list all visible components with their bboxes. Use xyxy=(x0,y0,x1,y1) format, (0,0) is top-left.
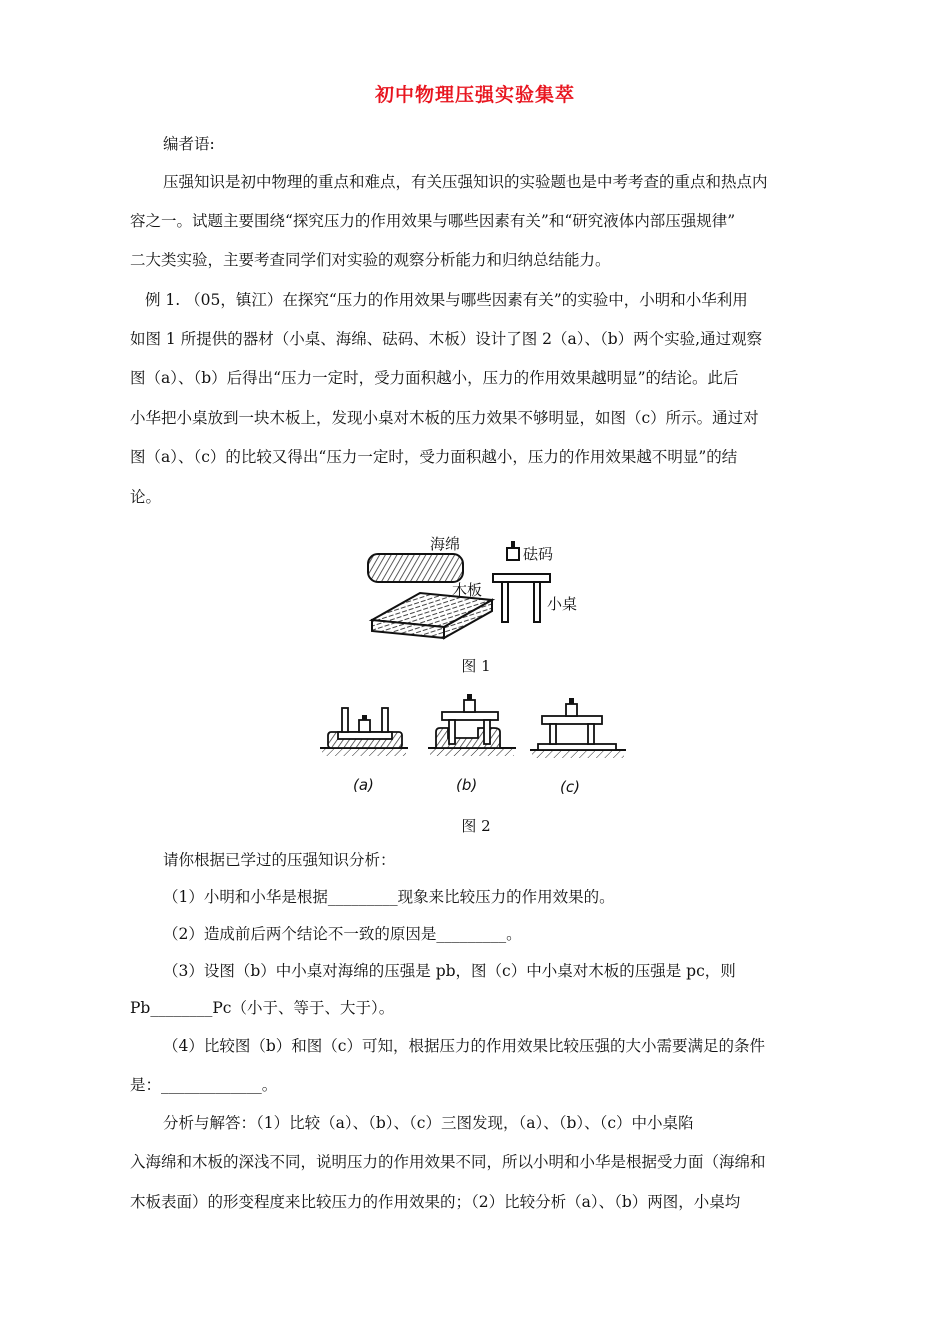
label-a: (a) xyxy=(353,776,374,794)
figure-2-experiments xyxy=(318,688,630,804)
weight-knob xyxy=(511,541,515,548)
weight-c xyxy=(566,704,577,716)
sponge-shape xyxy=(368,554,463,582)
intro-label: 编者语: xyxy=(163,135,215,153)
table-leg-b-right xyxy=(484,720,490,744)
example-line-4: 小华把小桌放到一块木板上，发现小桌对木板的压力效果不够明显，如图（c）所示。通过对 xyxy=(130,409,759,427)
question-4: （4）比较图（b）和图（c）可知，根据压力的作用效果比较压强的大小需要满足的条件 xyxy=(163,1037,765,1055)
ground-b xyxy=(430,748,514,756)
sponge-label: 海绵 xyxy=(430,535,461,553)
table-leg-b-left xyxy=(449,720,455,744)
example-line-3: 图（a）、（b）后得出“压力一定时，受力面积越小，压力的作用效果越明显”的结论。此后 xyxy=(130,369,739,387)
answer-line-3: 木板表面）的形变程度来比较压力的作用效果的；（2）比较分析（a）、（b）两图，小桌均 xyxy=(130,1193,741,1211)
table-top-b xyxy=(442,712,498,720)
table-top-c xyxy=(542,716,602,724)
board-label: 木板 xyxy=(452,581,483,599)
experiment-c xyxy=(530,698,626,796)
weight-a xyxy=(359,720,370,732)
table-leg-right xyxy=(534,582,540,622)
figure-1-apparatus xyxy=(360,528,600,646)
answer-line-2: 入海绵和木板的深浅不同，说明压力的作用效果不同，所以小明和小华是根据受力面（海绵和 xyxy=(130,1153,766,1171)
experiment-b xyxy=(428,694,516,794)
question-4-cont: 是：_____________。 xyxy=(130,1076,278,1094)
intro-line-2: 容之一。试题主要围绕“探究压力的作用效果与哪些因素有关”和“研究液体内部压强规律” xyxy=(130,212,736,230)
table-top xyxy=(493,574,550,582)
figure-1-caption: 图 1 xyxy=(461,657,491,675)
question-3-cont: Pb________Pc（小于、等于、大于）。 xyxy=(130,999,395,1017)
question-1: （1）小明和小华是根据_________现象来比较压力的作用效果的。 xyxy=(163,888,615,906)
example-line-6: 论。 xyxy=(130,488,162,506)
intro-line-1: 压强知识是初中物理的重点和难点，有关压强知识的实验题也是中考考查的重点和热点内 xyxy=(163,173,768,191)
page-title: 初中物理压强实验集萃 xyxy=(374,84,575,106)
table-leg-c-right xyxy=(588,724,594,744)
weight-shape xyxy=(507,548,519,560)
table-leg-left xyxy=(502,582,508,622)
experiment-a xyxy=(320,708,408,794)
answer-line-1: 分析与解答：（1）比较（a）、（b）、（c）三图发现，（a）、（b）、（c）中小桌陷 xyxy=(163,1114,694,1132)
figure-2-caption: 图 2 xyxy=(461,817,491,835)
table-leg-a-right xyxy=(382,708,388,732)
example-line-2: 如图 1 所提供的器材（小桌、海绵、砝码、木板）设计了图 2（a）、（b）两个实验,通过观察 xyxy=(130,330,763,348)
ground-c xyxy=(532,750,624,758)
ground-a xyxy=(322,748,406,756)
board-c xyxy=(538,744,616,750)
weight-c-knob xyxy=(569,698,574,704)
weight-b xyxy=(464,700,475,712)
table-label: 小桌 xyxy=(547,595,578,613)
weight-b-knob xyxy=(467,694,472,700)
table-top-a xyxy=(338,732,392,739)
example-line-1: 例 1. （05，镇江）在探究“压力的作用效果与哪些因素有关”的实验中，小明和小华利用 xyxy=(145,291,748,309)
question-intro: 请你根据已学过的压强知识分析： xyxy=(163,851,396,869)
weight-a-knob xyxy=(362,715,367,720)
label-c: (c) xyxy=(560,778,580,796)
label-b: (b) xyxy=(456,776,478,794)
question-3: （3）设图（b）中小桌对海绵的压强是 pb，图（c）中小桌对木板的压强是 pc，则 xyxy=(163,962,736,980)
table-leg-c-left xyxy=(550,724,556,744)
weight-label: 砝码 xyxy=(523,545,554,563)
table-leg-a-left xyxy=(342,708,348,732)
example-line-5: 图（a）、（c）的比较又得出“压力一定时，受力面积越小，压力的作用效果越不明显”的结 xyxy=(130,448,738,466)
intro-line-3: 二大类实验，主要考查同学们对实验的观察分析能力和归纳总结能力。 xyxy=(130,251,611,269)
question-2: （2）造成前后两个结论不一致的原因是_________。 xyxy=(163,925,522,943)
